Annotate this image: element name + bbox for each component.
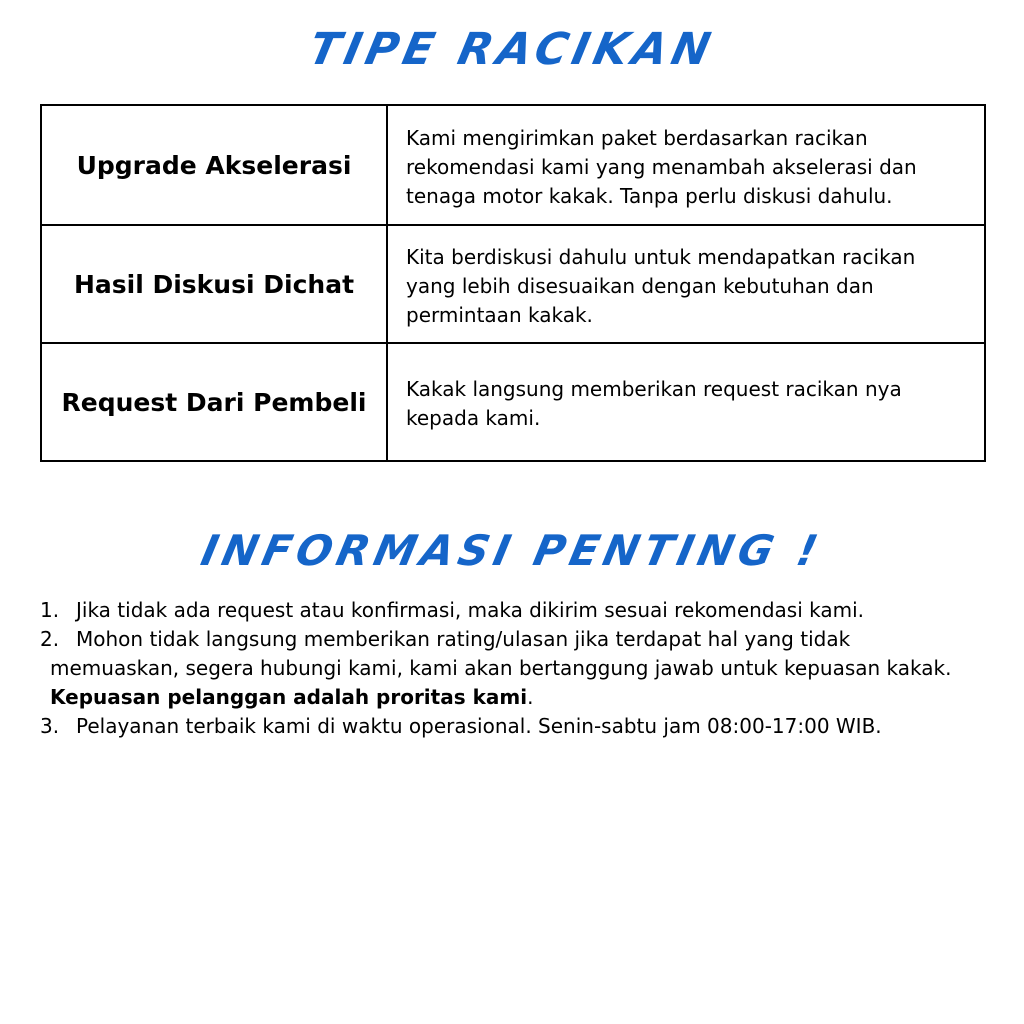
table-row xyxy=(42,224,984,342)
list-item-continuation xyxy=(40,683,1010,712)
racikan-type-description: Kita berdiskusi dahulu untuk mendapatkan racikan yang lebih disesuaikan dengan kebutuhan dan permintaan kakak. xyxy=(406,244,916,327)
racikan-table xyxy=(40,104,986,462)
info-title: INFORMASI PENTING ! xyxy=(196,526,828,575)
list-item xyxy=(40,596,1010,625)
table-row xyxy=(42,106,984,224)
racikan-type-name: Request Dari Pembeli xyxy=(42,344,388,460)
list-item-text: memuaskan, segera hubungi kami, kami akan bertanggung jawab untuk kepuasan kakak. xyxy=(50,656,952,680)
list-item-continuation xyxy=(40,654,1010,683)
page-title: TIPE RACIKAN xyxy=(304,24,720,75)
racikan-type-name: Upgrade Akselerasi xyxy=(42,106,388,224)
list-item xyxy=(40,625,1010,654)
list-item xyxy=(40,712,1010,741)
list-item-number: 1. xyxy=(40,598,60,622)
list-item-text: Mohon tidak langsung memberikan rating/ulasan jika terdapat hal yang tidak xyxy=(76,627,851,651)
list-item-number: 3. xyxy=(40,714,60,738)
info-list xyxy=(40,596,1010,741)
list-item-text: Pelayanan terbaik kami di waktu operasional. Senin-sabtu jam 08:00-17:00 WIB. xyxy=(76,714,882,738)
emphasis-end: . xyxy=(527,685,534,709)
table-row xyxy=(42,342,984,460)
racikan-type-name: Hasil Diskusi Dichat xyxy=(42,226,388,342)
racikan-type-description: Kakak langsung memberikan request racikan nya kepada kami. xyxy=(406,377,902,430)
list-item-number: 2. xyxy=(40,627,60,651)
list-item-text: Jika tidak ada request atau konfirmasi, maka dikirim sesuai rekomendasi kami. xyxy=(76,598,865,622)
racikan-type-description: Kami mengirimkan paket berdasarkan racikan rekomendasi kami yang menambah akselerasi dan tenaga motor kakak. Tanpa perlu diskusi dahulu. xyxy=(406,125,917,208)
emphasis-text: Kepuasan pelanggan adalah proritas kami xyxy=(50,685,528,709)
